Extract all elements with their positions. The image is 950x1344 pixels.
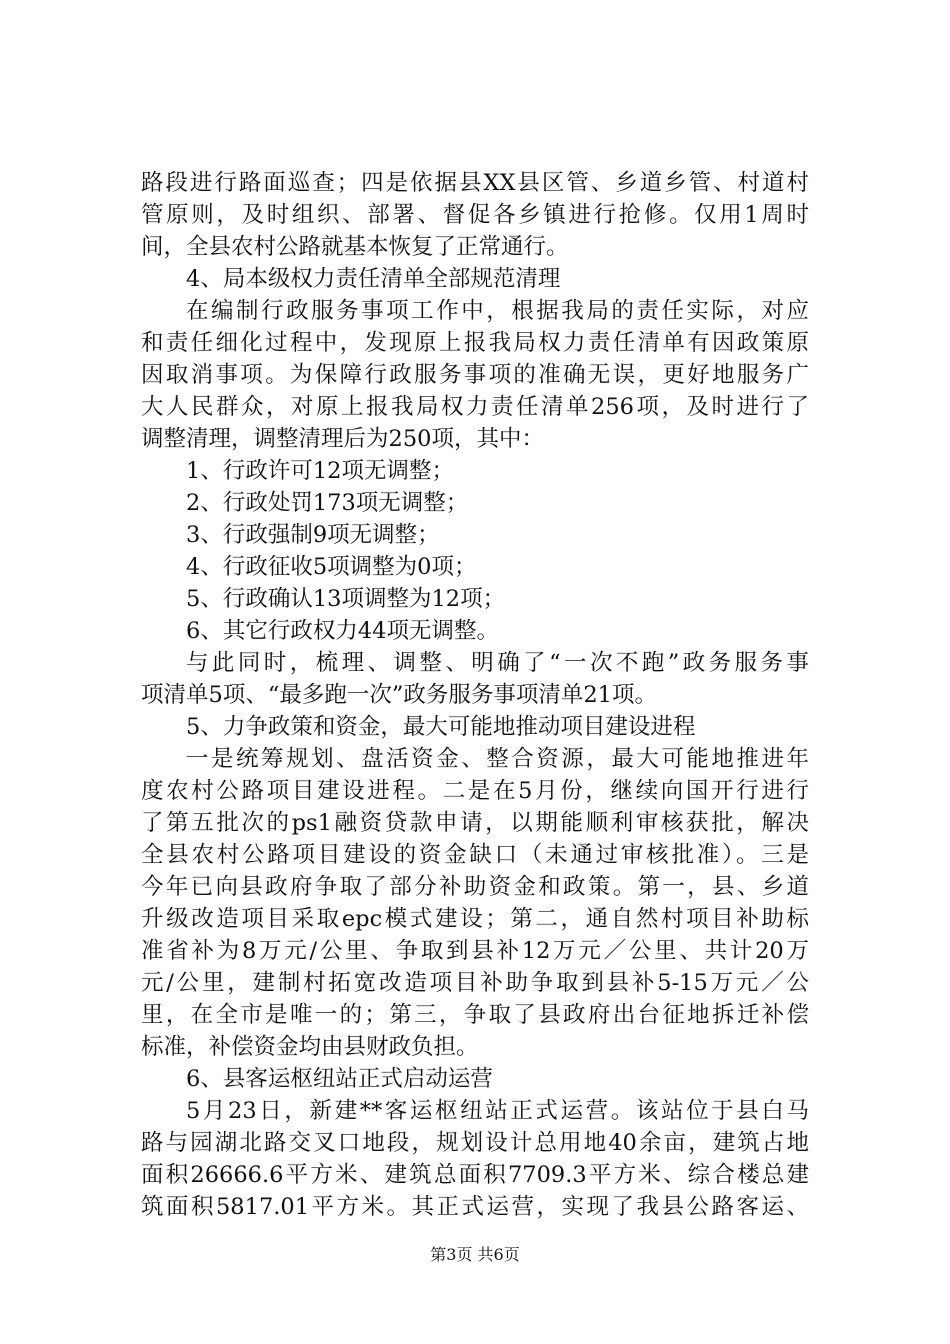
- text-line: 里，在全市是唯一的；第三，争取了县政府出台征地拆迁补偿: [141, 1002, 809, 1028]
- text-line: 5、力争政策和资金，最大可能地推动项目建设进程: [186, 714, 696, 740]
- text-line: 2、行政处罚173项无调整；: [186, 490, 469, 516]
- text-line: 在编制行政服务事项工作中，根据我局的责任实际，对应: [186, 298, 809, 324]
- document-body: [141, 167, 809, 1223]
- text-line: 标准，补偿资金均由县财政负担。: [141, 1034, 479, 1060]
- text-line: 和责任细化过程中，发现原上报我局权力责任清单有因政策原: [141, 330, 809, 356]
- text-line: 升级改造项目采取epc模式建设；第二，通自然村项目补助标: [141, 906, 809, 932]
- text-line: 元/公里，建制村拓宽改造项目补助争取到县补5-15万元／公: [141, 970, 809, 996]
- text-line: 了第五批次的ps1融资贷款申请，以期能顺利审核获批，解决: [141, 810, 809, 836]
- text-line: 6、县客运枢纽站正式启动运营: [186, 1066, 493, 1092]
- text-line: 5、行政确认13项调整为12项；: [186, 586, 506, 612]
- text-line: 与此同时，梳理、调整、明确了“一次不跑”政务服务事: [186, 650, 809, 676]
- text-line: 准省补为8万元/公里、争取到县补12万元／公里、共计20万: [141, 938, 809, 964]
- text-line: 面积26666.6平方米、建筑总面积7709.3平方米、综合楼总建: [141, 1162, 809, 1188]
- text-line: 5月23日，新建**客运枢纽站正式运营。该站位于县白马: [186, 1098, 809, 1124]
- text-line: 因取消事项。为保障行政服务事项的准确无误，更好地服务广: [141, 362, 809, 388]
- text-line: 4、行政征收5项调整为0项；: [186, 554, 477, 580]
- text-line: 大人民群众，对原上报我局权力责任清单256项，及时进行了: [141, 394, 809, 420]
- text-line: 3、行政强制9项无调整；: [186, 522, 440, 548]
- text-line: 一是统筹规划、盘活资金、整合资源，最大可能地推进年: [186, 746, 809, 772]
- page-footer: 第3页 共6页: [430, 1245, 520, 1264]
- text-line: 4、局本级权力责任清单全部规范清理: [186, 266, 561, 292]
- text-line: 今年已向县政府争取了部分补助资金和政策。第一，县、乡道: [141, 874, 809, 900]
- text-line: 1、行政许可12项无调整；: [186, 458, 454, 484]
- text-line: 路与园湖北路交叉口地段，规划设计总用地40余亩，建筑占地: [141, 1130, 809, 1156]
- text-line: 筑面积5817.01平方米。其正式运营，实现了我县公路客运、: [141, 1194, 809, 1220]
- text-line: 管原则，及时组织、部署、督促各乡镇进行抢修。仅用1周时: [141, 202, 809, 228]
- text-line: 全县农村公路项目建设的资金缺口（未通过审核批准）。三是: [141, 842, 809, 868]
- text-line: 项清单5项、“最多跑一次”政务服务事项清单21项。: [141, 682, 657, 708]
- text-line: 度农村公路项目建设进程。二是在5月份，继续向国开行进行: [141, 778, 809, 804]
- text-line: 6、其它行政权力44项无调整。: [186, 618, 499, 644]
- text-line: 调整清理，调整清理后为250项，其中：: [141, 426, 544, 452]
- text-line: 路段进行路面巡查；四是依据县XX县区管、乡道乡管、村道村: [141, 170, 809, 196]
- text-line: 间，全县农村公路就基本恢复了正常通行。: [141, 234, 569, 260]
